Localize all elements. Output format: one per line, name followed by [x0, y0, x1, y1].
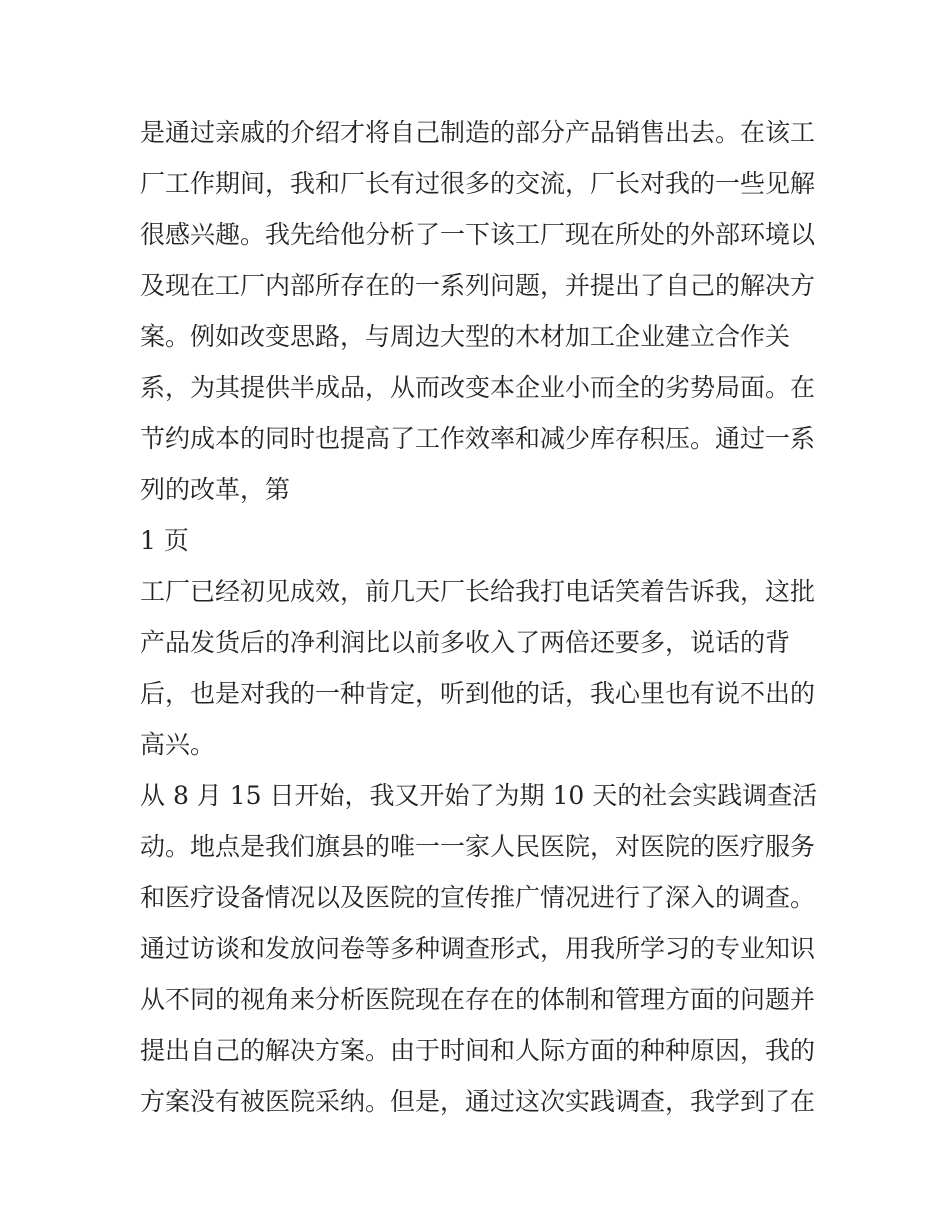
text-line: 方案没有被医院采纳。但是，通过这次实践调查，我学到了在: [140, 1087, 816, 1116]
text-line: 案。例如改变思路，与周边大型的木材加工企业建立合作关: [140, 322, 791, 351]
text-line: 通过访谈和发放问卷等多种调查形式，用我所学习的专业知识: [140, 934, 816, 963]
text-line: 提出自己的解决方案。由于时间和人际方面的种种原因，我的: [140, 1036, 816, 1065]
text-line: 列的改革，第: [140, 475, 291, 504]
text-line: 节约成本的同时也提高了工作效率和减少库存积压。通过一系: [140, 424, 816, 453]
text-line: 产品发货后的净利润比以前多收入了两倍还要多，说话的背: [140, 628, 791, 657]
text-line: 很感兴趣。我先给他分析了一下该工厂现在所处的外部环境以: [140, 220, 816, 249]
text-line: 动。地点是我们旗县的唯一一家人民医院，对医院的医疗服务: [140, 832, 816, 861]
text-line: 及现在工厂内部所存在的一系列问题，并提出了自己的解决方: [140, 271, 816, 300]
text-line: 厂工作期间，我和厂长有过很多的交流，厂长对我的一些见解: [140, 169, 816, 198]
text-line: 和医疗设备情况以及医院的宣传推广情况进行了深入的调查。: [140, 883, 816, 912]
text-line: 高兴。: [140, 730, 216, 759]
page-number: 1 页: [140, 526, 189, 555]
text-line: 系，为其提供半成品，从而改变本企业小而全的劣势局面。在: [140, 373, 816, 402]
text-line: 从不同的视角来分析医院现在存在的体制和管理方面的问题并: [140, 985, 816, 1014]
text-line: 是通过亲戚的介绍才将自己制造的部分产品销售出去。在该工: [140, 118, 816, 147]
body-text: [140, 107, 830, 1127]
text-line: 工厂已经初见成效，前几天厂长给我打电话笑着告诉我，这批: [140, 577, 816, 606]
text-line: 后，也是对我的一种肯定，听到他的话，我心里也有说不出的: [140, 679, 816, 708]
text-line: 从 8 月 15 日开始，我又开始了为期 10 天的社会实践调查活: [140, 781, 818, 810]
